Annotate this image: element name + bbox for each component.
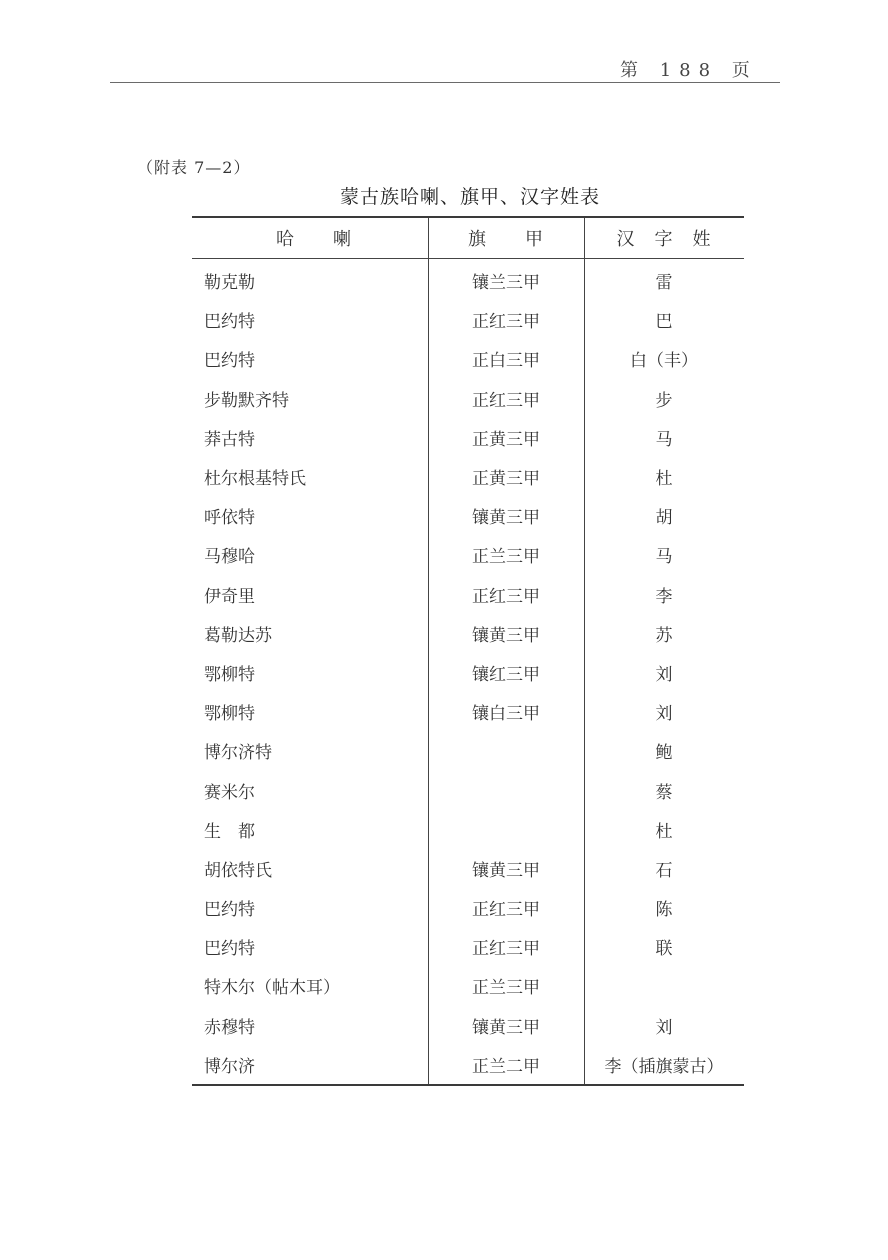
table-row (192, 888, 744, 927)
cell-hala: 莽古特 (204, 429, 255, 450)
cell-chinese-surname: 李（插旗蒙古） (604, 1056, 724, 1077)
cell-chinese-surname: 胡 (655, 508, 673, 529)
table-row (192, 339, 744, 378)
cell-chinese-surname: 李 (655, 586, 673, 607)
header-banner: 旗 甲 (468, 229, 544, 250)
cell-chinese-surname: 白（丰） (630, 351, 698, 372)
cell-banner: 正红三甲 (472, 586, 540, 607)
cell-hala: 特木尔（帖木耳） (204, 978, 340, 999)
header-chinese-surname: 汉 字 姓 (616, 229, 712, 250)
cell-hala: 呼依特 (204, 508, 255, 529)
cell-hala: 赛米尔 (204, 782, 255, 803)
table-row (192, 379, 744, 418)
column-divider (428, 218, 429, 1084)
cell-chinese-surname: 雷 (655, 273, 673, 294)
table-row (192, 261, 744, 300)
cell-hala: 葛勒达苏 (204, 625, 272, 646)
table-row (192, 810, 744, 849)
cell-hala: 赤穆特 (204, 1017, 255, 1038)
cell-banner: 正黄三甲 (472, 469, 540, 490)
table-row (192, 575, 744, 614)
table-label: （附表 7—2） (137, 158, 251, 177)
table-row (192, 653, 744, 692)
column-divider (584, 218, 585, 1084)
cell-hala: 马穆哈 (204, 547, 255, 568)
cell-chinese-surname: 杜 (655, 821, 673, 842)
cell-hala: 巴约特 (204, 312, 255, 333)
cell-chinese-surname: 巴 (655, 312, 673, 333)
table-row (192, 731, 744, 770)
table-row (192, 418, 744, 457)
cell-banner: 正红三甲 (472, 939, 540, 960)
cell-banner: 正红三甲 (472, 900, 540, 921)
cell-banner: 正红三甲 (472, 312, 540, 333)
table-row (192, 614, 744, 653)
cell-hala: 杜尔根基特氏 (204, 469, 306, 490)
cell-chinese-surname: 马 (655, 429, 673, 450)
cell-banner: 镶白三甲 (472, 704, 540, 725)
cell-hala: 巴约特 (204, 351, 255, 372)
cell-banner: 镶黄三甲 (472, 860, 540, 881)
cell-hala: 博尔济特 (204, 743, 272, 764)
table-row (192, 927, 744, 966)
table-header-row (192, 218, 744, 259)
table-row (192, 300, 744, 339)
cell-banner: 镶黄三甲 (472, 625, 540, 646)
cell-chinese-surname: 石 (655, 860, 673, 881)
table-row (192, 849, 744, 888)
cell-hala: 鄂柳特 (204, 664, 255, 685)
cell-chinese-surname: 刘 (655, 704, 673, 725)
table-row (192, 1045, 744, 1084)
header-rule (110, 82, 780, 83)
cell-hala: 巴约特 (204, 900, 255, 921)
header-hala: 哈 喇 (276, 229, 352, 250)
cell-hala: 伊奇里 (204, 586, 255, 607)
cell-hala: 生 都 (204, 821, 255, 842)
cell-banner: 镶黄三甲 (472, 1017, 540, 1038)
cell-chinese-surname: 苏 (655, 625, 673, 646)
cell-banner: 正兰二甲 (472, 1056, 540, 1077)
table-row (192, 692, 744, 731)
table-row (192, 1006, 744, 1045)
cell-chinese-surname: 刘 (655, 664, 673, 685)
cell-chinese-surname: 刘 (655, 1017, 673, 1038)
cell-chinese-surname: 蔡 (655, 782, 673, 803)
cell-banner: 正白三甲 (472, 351, 540, 372)
cell-banner: 镶黄三甲 (472, 508, 540, 529)
page-number: 第 188 页 (620, 60, 758, 81)
cell-chinese-surname: 陈 (655, 900, 673, 921)
cell-banner: 正黄三甲 (472, 429, 540, 450)
cell-banner: 镶兰三甲 (472, 273, 540, 294)
cell-banner: 正兰三甲 (472, 978, 540, 999)
cell-banner: 镶红三甲 (472, 664, 540, 685)
cell-hala: 勒克勒 (204, 273, 255, 294)
table-body (192, 259, 744, 1084)
cell-hala: 胡依特氏 (204, 860, 272, 881)
cell-hala: 博尔济 (204, 1056, 255, 1077)
cell-banner: 正兰三甲 (472, 547, 540, 568)
table-title: 蒙古族哈喇、旗甲、汉字姓表 (339, 186, 600, 208)
table-row (192, 535, 744, 574)
table-row (192, 770, 744, 809)
cell-chinese-surname: 步 (655, 390, 673, 411)
table-row (192, 966, 744, 1005)
cell-chinese-surname: 鲍 (655, 743, 673, 764)
cell-hala: 鄂柳特 (204, 704, 255, 725)
cell-hala: 步勒默齐特 (204, 390, 289, 411)
cell-hala: 巴约特 (204, 939, 255, 960)
surname-table (192, 216, 744, 1086)
cell-chinese-surname: 杜 (655, 469, 673, 490)
cell-chinese-surname: 马 (655, 547, 673, 568)
table-row (192, 457, 744, 496)
table-row (192, 496, 744, 535)
cell-chinese-surname: 联 (655, 939, 673, 960)
cell-banner: 正红三甲 (472, 390, 540, 411)
